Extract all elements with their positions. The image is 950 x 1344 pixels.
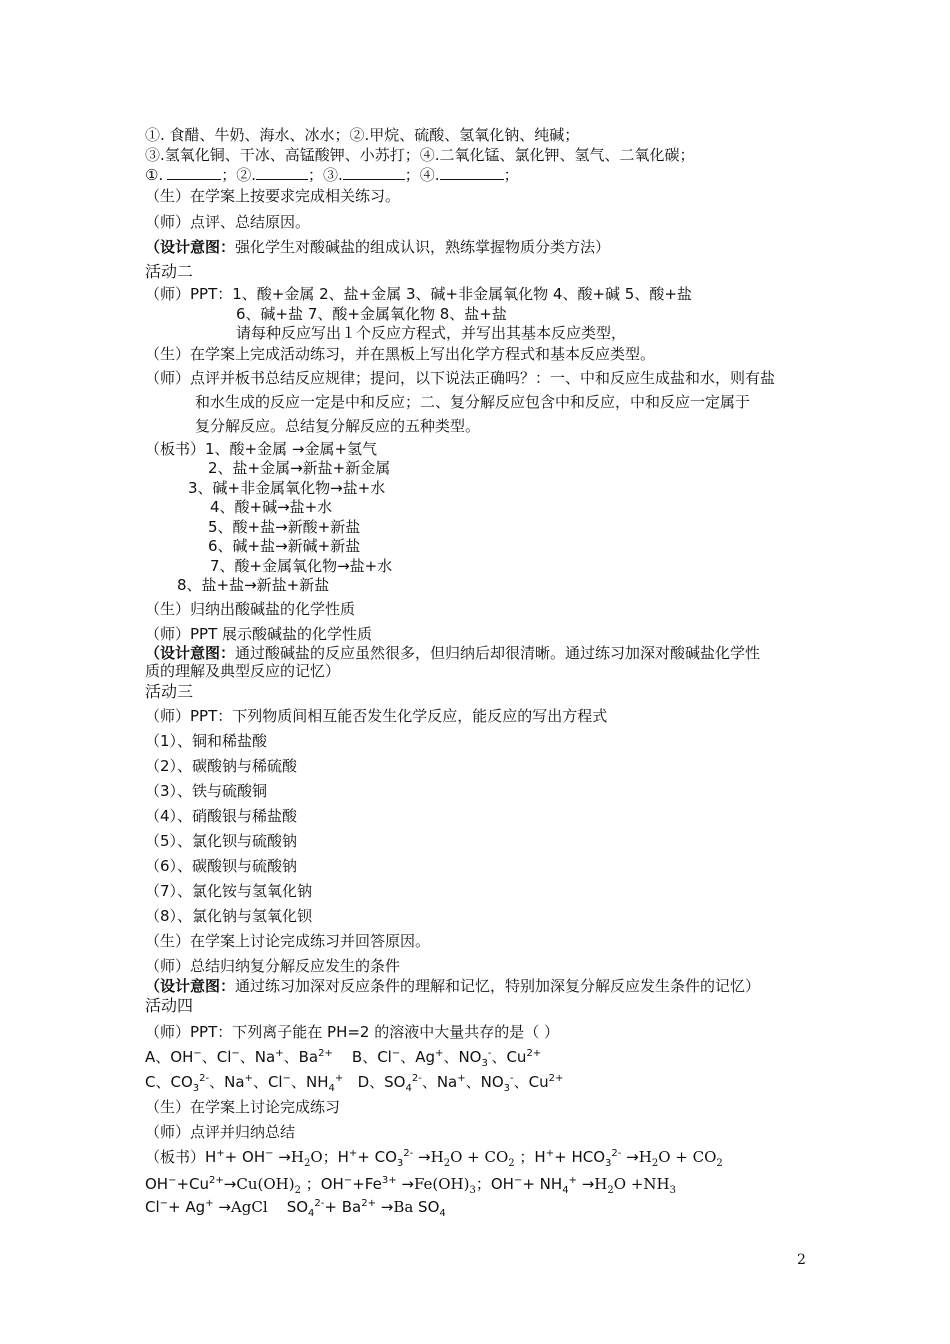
board-rule-4: 4、酸+碱→盐+水 [210, 498, 333, 516]
answer-end: ； [503, 166, 519, 184]
activity2-teacher-line-2: 和水生成的反应一定是中和反应；二、复分解反应包含中和反应，中和反应一定属于 [195, 393, 751, 411]
design-intent-label: （设计意图： [145, 644, 236, 662]
design-intent-text: 通过酸碱盐的反应虽然很多，但归纳后却很清晰。通过练习加深对酸碱盐化学性 [235, 644, 761, 662]
answer-blank-2[interactable] [256, 165, 308, 180]
board-equations-line-1: （板书）$H^++ OH^- \to H_2O$；$H^++ CO_3^{2-} \to H_2O + CO_2$ ；$H^++ HCO_3^{2-} \to H_2O + CO_2$ [145, 1148, 723, 1169]
activity3-design-intent [145, 976, 760, 996]
activity3-item: （3）、铁与硫酸铜 [145, 782, 268, 800]
answer-label-3: ；③. [308, 166, 343, 184]
option-ab: A、OH−、Cl−、Na+、$Ba^{2+}$ B、Cl−、Ag+、$NO_3^-$、$Cu^{2+}$ [145, 1048, 542, 1069]
activity3-item: （4）、硝酸银与稀盐酸 [145, 807, 298, 825]
board-equations-line-2: $OH^-+Cu^{2+}\to Cu(OH)_2$ ；$OH^-+Fe^{3+} \to Fe(OH)_3$；$OH^-+ NH_4^+ \to H_2O +NH_3$ [145, 1175, 676, 1196]
activity2-teacher-line-1: （师）点评并板书总结反应规律；提问，以下说法正确吗？：一、中和反应生成盐和水，则有盐 [145, 369, 776, 387]
activity2-ppt-line-2: 6、碱+盐 7、酸+金属氧化物 8、盐+盐 [236, 305, 507, 323]
activity3-item: （1）、铜和稀盐酸 [145, 732, 268, 750]
board-rule-7: 7、酸+金属氧化物→盐+水 [210, 557, 393, 575]
board-equations-line-3: Cl−+ Ag+ →AgCl $SO_4^{2-}+ Ba^{2+} \to Ba$ $SO_4$ [145, 1198, 446, 1219]
activity1-student: （生）在学案上按要求完成相关练习。 [145, 187, 401, 205]
activity1-teacher: （师）点评、总结原因。 [145, 213, 311, 231]
activity3-item: （2）、碳酸钠与稀硫酸 [145, 757, 298, 775]
answer-label-2: ；②. [221, 166, 256, 184]
answer-blank-1[interactable] [167, 165, 221, 180]
activity4-student: （生）在学案上讨论完成练习 [145, 1098, 341, 1116]
activity2-teacher-line-3: 复分解反应。总结复分解反应的五种类型。 [195, 417, 481, 435]
activity3-item: （8）、氯化钠与氢氧化钡 [145, 907, 313, 925]
activity2-student: （生）在学案上完成活动练习，并在黑板上写出化学方程式和基本反应类型。 [145, 345, 656, 363]
answer-line [145, 165, 519, 185]
activity3-student: （生）在学案上讨论完成练习并回答原因。 [145, 932, 431, 950]
activity3-item: （7）、氯化铵与氢氧化钠 [145, 882, 313, 900]
activity1-design-intent [145, 237, 610, 257]
activity2-design-intent [145, 643, 760, 663]
classify-line-1: ①. 食醋、牛奶、海水、冰水；②.甲烷、硫酸、氢氧化钠、纯碱； [145, 126, 580, 144]
activity3-item: （6）、碳酸钡与硫酸钠 [145, 857, 298, 875]
board-rule-8: 8、盐+盐→新盐+新盐 [177, 576, 330, 594]
activity2-title: 活动二 [145, 262, 194, 281]
activity3-teacher: （师）总结归纳复分解反应发生的条件 [145, 957, 401, 975]
answer-label-4: ；④. [404, 166, 440, 184]
answer-label-1: ①. [145, 166, 164, 184]
activity2-ppt-line-3: 请每种反应写出１个反应方程式，并写出其基本反应类型， [236, 324, 627, 342]
board-rule-1: （板书）1、酸+金属 →金属+氢气 [145, 440, 378, 458]
activity3-ppt: （师）PPT：下列物质间相互能否发生化学反应，能反应的写出方程式 [145, 707, 608, 725]
activity3-title: 活动三 [145, 682, 194, 701]
activity2-ppt-line-1: （师）PPT：1、酸+金属 2、盐+金属 3、碱+非金属氧化物 4、酸+碱 5、酸+盐 [145, 285, 692, 303]
activity3-item: （5）、氯化钡与硫酸钠 [145, 832, 298, 850]
activity2-teacher-ppt: （师）PPT 展示酸碱盐的化学性质 [145, 625, 373, 643]
classify-line-2: ③.氢氧化铜、干冰、高锰酸钾、小苏打；④.二氧化锰、氯化钾、氢气、二氧化碳； [145, 146, 695, 164]
board-rule-5: 5、酸+盐→新酸+新盐 [208, 518, 361, 536]
design-intent-text: 强化学生对酸碱盐的组成认识，熟练掌握物质分类方法） [235, 238, 611, 256]
board-rule-6: 6、碱+盐→新碱+新盐 [208, 537, 361, 555]
design-intent-text: 通过练习加深对反应条件的理解和记忆，特别加深复分解反应发生条件的记忆） [235, 977, 761, 995]
activity2-student-2: （生）归纳出酸碱盐的化学性质 [145, 600, 356, 618]
option-cd: C、$CO_3^{2-}$、Na+、Cl−、$NH_4^+$ D、$SO_4^{2-}$、Na+、$NO_3^-$、$Cu^{2+}$ [145, 1073, 564, 1094]
activity4-title: 活动四 [145, 996, 194, 1015]
answer-blank-3[interactable] [343, 165, 405, 180]
activity2-design-intent-2: 质的理解及典型反应的记忆） [145, 662, 341, 680]
page-number: 2 [797, 1252, 806, 1268]
design-intent-label: （设计意图： [145, 977, 236, 995]
board-rule-3: 3、碱+非金属氧化物→盐+水 [188, 479, 386, 497]
design-intent-label: （设计意图： [145, 238, 236, 256]
activity4-teacher: （师）点评并归纳总结 [145, 1123, 296, 1141]
answer-blank-4[interactable] [440, 165, 504, 180]
activity4-ppt: （师）PPT：下列离子能在 PH=2 的溶液中大量共存的是（ ） [145, 1023, 559, 1041]
board-rule-2: 2、盐+金属→新盐+新金属 [208, 459, 391, 477]
